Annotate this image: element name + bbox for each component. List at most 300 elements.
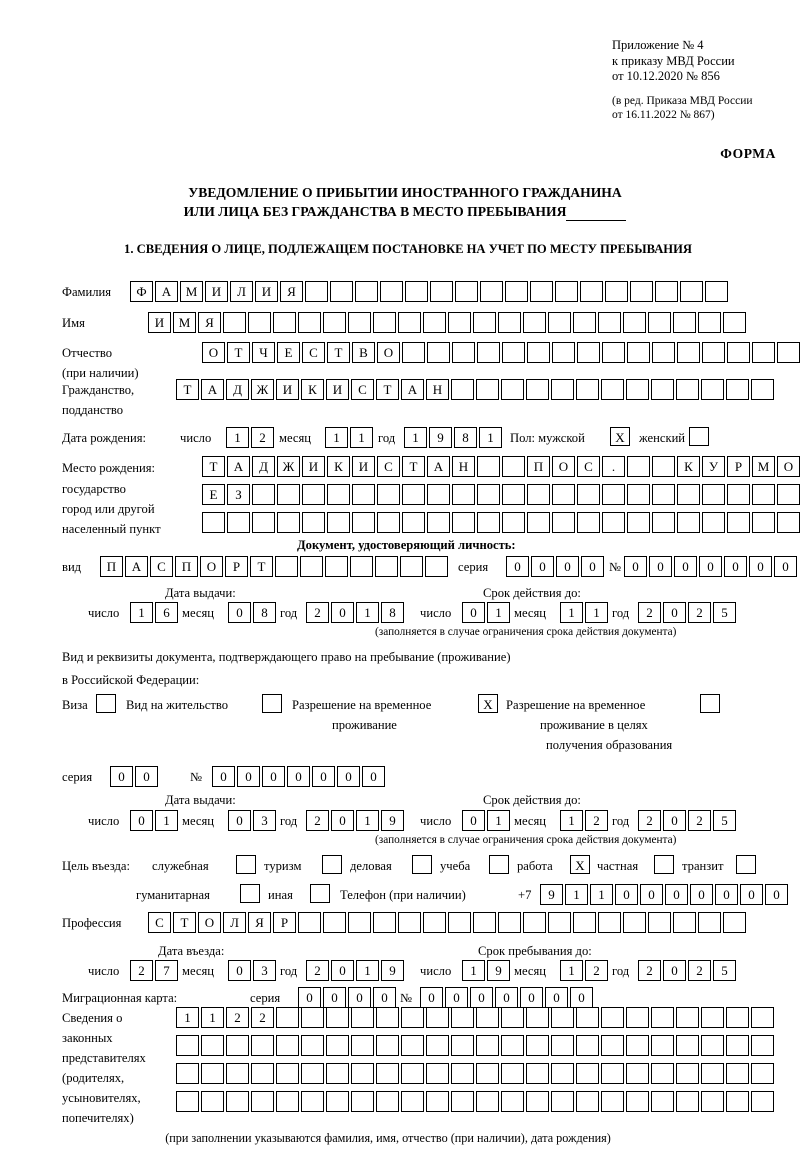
form-cell[interactable]: 0 [262,766,285,787]
form-cell[interactable] [626,379,649,400]
form-cell[interactable]: 0 [470,987,493,1008]
form-cell[interactable]: 0 [674,556,697,577]
purpose-option-0-checkbox[interactable] [236,855,258,874]
form-cell[interactable] [751,379,774,400]
representatives-row-3[interactable] [176,1063,776,1084]
identity-doc-valid-day-input[interactable] [462,602,512,623]
form-cell[interactable] [330,281,353,302]
form-cell[interactable] [555,281,578,302]
form-cell[interactable]: 2 [638,810,661,831]
form-cell[interactable] [176,1035,199,1056]
form-cell[interactable] [226,1063,249,1084]
form-cell[interactable] [598,912,621,933]
form-cell[interactable]: . [602,456,625,477]
form-cell[interactable]: С [148,912,171,933]
form-cell[interactable]: Ж [251,379,274,400]
form-cell[interactable] [576,1007,599,1028]
form-cell[interactable] [601,1063,624,1084]
identity-doc-series-input[interactable] [506,556,606,577]
form-cell[interactable] [376,1007,399,1028]
form-cell[interactable] [527,512,550,533]
form-cell[interactable] [427,342,450,363]
form-cell[interactable]: 2 [638,602,661,623]
form-cell[interactable]: 0 [312,766,335,787]
form-cell[interactable]: С [577,456,600,477]
form-cell[interactable] [350,556,373,577]
form-cell[interactable]: С [150,556,173,577]
form-cell[interactable] [680,281,703,302]
form-cell[interactable] [226,1035,249,1056]
form-cell[interactable]: 9 [429,427,452,448]
form-cell[interactable] [251,1091,274,1112]
form-cell[interactable] [698,312,721,333]
form-cell[interactable] [505,281,528,302]
form-cell[interactable] [201,1091,224,1112]
stay-doc-issue-month-input[interactable] [228,810,278,831]
form-cell[interactable] [376,1035,399,1056]
birth-place-row-1[interactable] [202,456,800,477]
form-cell[interactable]: И [148,312,171,333]
entry-year-input[interactable] [306,960,406,981]
form-cell[interactable] [426,1007,449,1028]
form-cell[interactable]: И [205,281,228,302]
identity-doc-issue-day-input[interactable] [130,602,180,623]
form-cell[interactable]: 1 [356,810,379,831]
form-cell[interactable] [476,1035,499,1056]
form-cell[interactable] [310,884,330,903]
form-cell[interactable] [498,312,521,333]
form-cell[interactable] [427,512,450,533]
form-cell[interactable] [526,1091,549,1112]
form-cell[interactable]: 0 [130,810,153,831]
form-cell[interactable] [262,694,282,713]
form-cell[interactable] [501,1063,524,1084]
form-cell[interactable]: О [202,342,225,363]
form-cell[interactable] [352,512,375,533]
form-cell[interactable]: 0 [495,987,518,1008]
form-cell[interactable] [530,281,553,302]
form-cell[interactable]: А [401,379,424,400]
form-cell[interactable] [736,855,756,874]
form-cell[interactable]: 0 [740,884,763,905]
form-cell[interactable] [427,484,450,505]
form-cell[interactable] [751,1063,774,1084]
representatives-row-4[interactable] [176,1091,776,1112]
form-cell[interactable]: Т [173,912,196,933]
form-cell[interactable] [777,512,800,533]
form-cell[interactable]: Т [250,556,273,577]
form-cell[interactable] [412,855,432,874]
form-cell[interactable] [276,1091,299,1112]
form-cell[interactable] [351,1063,374,1084]
form-cell[interactable]: Ч [252,342,275,363]
migration-card-number-input[interactable] [420,987,595,1008]
form-cell[interactable] [626,1091,649,1112]
form-cell[interactable]: 1 [350,427,373,448]
form-cell[interactable] [430,281,453,302]
form-cell[interactable] [401,1007,424,1028]
form-cell[interactable] [426,1063,449,1084]
form-cell[interactable]: 1 [325,427,348,448]
stay-doc-valid-month-input[interactable] [560,810,610,831]
form-cell[interactable]: 0 [462,602,485,623]
form-cell[interactable]: 0 [420,987,443,1008]
form-cell[interactable]: У [702,456,725,477]
phone-input[interactable] [540,884,790,905]
form-cell[interactable] [648,312,671,333]
form-cell[interactable] [573,312,596,333]
form-cell[interactable]: А [427,456,450,477]
form-cell[interactable]: 1 [176,1007,199,1028]
form-cell[interactable] [476,379,499,400]
form-cell[interactable] [552,484,575,505]
form-cell[interactable] [302,512,325,533]
form-cell[interactable]: Д [226,379,249,400]
form-cell[interactable]: 0 [765,884,788,905]
form-cell[interactable]: 3 [253,810,276,831]
name-input[interactable] [148,312,748,333]
identity-doc-type-input[interactable] [100,556,450,577]
form-cell[interactable] [489,855,509,874]
form-cell[interactable] [626,1063,649,1084]
birth-place-row-3[interactable] [202,512,800,533]
form-cell[interactable] [276,1035,299,1056]
form-cell[interactable]: М [752,456,775,477]
form-cell[interactable] [473,912,496,933]
form-cell[interactable] [226,1091,249,1112]
form-cell[interactable] [202,512,225,533]
form-cell[interactable]: С [302,342,325,363]
form-cell[interactable]: 0 [690,884,713,905]
form-cell[interactable] [651,1063,674,1084]
form-cell[interactable] [326,1007,349,1028]
form-cell[interactable] [301,1035,324,1056]
form-cell[interactable]: 0 [110,766,133,787]
form-cell[interactable] [322,855,342,874]
birth-day-input[interactable] [226,427,276,448]
form-cell[interactable]: Н [452,456,475,477]
form-cell[interactable] [751,1007,774,1028]
identity-doc-number-input[interactable] [624,556,799,577]
form-cell[interactable] [702,512,725,533]
form-cell[interactable]: 0 [520,987,543,1008]
form-cell[interactable] [401,1035,424,1056]
form-cell[interactable] [605,281,628,302]
form-cell[interactable] [627,342,650,363]
form-cell[interactable] [573,912,596,933]
form-cell[interactable]: 1 [201,1007,224,1028]
form-cell[interactable] [401,1063,424,1084]
form-cell[interactable]: 0 [212,766,235,787]
form-cell[interactable]: 9 [487,960,510,981]
stay-month-input[interactable] [560,960,610,981]
form-cell[interactable]: 0 [228,602,251,623]
form-cell[interactable] [701,379,724,400]
form-cell[interactable]: 0 [570,987,593,1008]
form-cell[interactable]: П [175,556,198,577]
form-cell[interactable]: Н [426,379,449,400]
form-cell[interactable] [201,1035,224,1056]
form-cell[interactable]: 0 [228,960,251,981]
form-cell[interactable] [451,379,474,400]
form-cell[interactable]: Х [478,694,498,713]
form-cell[interactable] [452,484,475,505]
form-cell[interactable] [602,512,625,533]
form-cell[interactable] [248,312,271,333]
form-cell[interactable] [677,484,700,505]
form-cell[interactable]: 5 [713,960,736,981]
birth-year-input[interactable] [404,427,504,448]
form-cell[interactable]: 1 [155,810,178,831]
form-cell[interactable]: М [173,312,196,333]
form-cell[interactable] [601,1035,624,1056]
form-cell[interactable] [626,1007,649,1028]
patronymic-input[interactable] [202,342,800,363]
form-cell[interactable] [298,312,321,333]
purpose-option-7-checkbox[interactable] [240,884,262,903]
form-cell[interactable]: 0 [724,556,747,577]
form-cell[interactable] [576,1063,599,1084]
form-cell[interactable] [723,912,746,933]
form-cell[interactable] [326,1091,349,1112]
form-cell[interactable]: 0 [663,810,686,831]
form-cell[interactable] [377,512,400,533]
form-cell[interactable] [451,1091,474,1112]
form-cell[interactable] [377,484,400,505]
form-cell[interactable] [236,855,256,874]
stay-doc-series-input[interactable] [110,766,160,787]
form-cell[interactable] [551,1091,574,1112]
form-cell[interactable]: А [155,281,178,302]
form-cell[interactable] [501,1035,524,1056]
form-cell[interactable] [502,456,525,477]
stay-doc-valid-year-input[interactable] [638,810,738,831]
form-cell[interactable] [452,512,475,533]
form-cell[interactable]: 0 [298,987,321,1008]
form-cell[interactable]: П [100,556,123,577]
form-cell[interactable] [677,512,700,533]
form-cell[interactable] [526,1007,549,1028]
form-cell[interactable] [376,1063,399,1084]
form-cell[interactable]: 0 [237,766,260,787]
form-cell[interactable] [580,281,603,302]
stay-year-input[interactable] [638,960,738,981]
form-cell[interactable]: К [301,379,324,400]
form-cell[interactable] [400,556,423,577]
form-cell[interactable]: 2 [585,960,608,981]
form-cell[interactable]: 0 [287,766,310,787]
birth-place-row-2[interactable] [202,484,800,505]
form-cell[interactable] [676,1063,699,1084]
form-cell[interactable]: Л [223,912,246,933]
surname-input[interactable] [130,281,730,302]
form-cell[interactable]: 2 [688,810,711,831]
form-cell[interactable] [551,1035,574,1056]
form-cell[interactable]: О [198,912,221,933]
form-cell[interactable] [476,1007,499,1028]
form-cell[interactable] [240,884,260,903]
identity-doc-issue-month-input[interactable] [228,602,278,623]
form-cell[interactable]: Т [227,342,250,363]
form-cell[interactable] [623,912,646,933]
form-cell[interactable]: Т [376,379,399,400]
form-cell[interactable] [677,342,700,363]
identity-doc-valid-year-input[interactable] [638,602,738,623]
form-cell[interactable] [701,1063,724,1084]
form-cell[interactable]: Т [202,456,225,477]
form-cell[interactable] [602,342,625,363]
form-cell[interactable]: К [677,456,700,477]
purpose-option-8-checkbox[interactable] [310,884,332,903]
form-cell[interactable] [451,1063,474,1084]
form-cell[interactable] [577,512,600,533]
form-cell[interactable] [527,342,550,363]
form-cell[interactable] [526,1063,549,1084]
form-cell[interactable]: 1 [487,602,510,623]
form-cell[interactable] [648,912,671,933]
form-cell[interactable] [480,281,503,302]
form-cell[interactable]: 0 [331,960,354,981]
visa-checkbox[interactable] [96,694,118,713]
residence-permit-checkbox[interactable] [262,694,284,713]
form-cell[interactable] [201,1063,224,1084]
form-cell[interactable] [652,484,675,505]
form-cell[interactable] [455,281,478,302]
form-cell[interactable] [351,1007,374,1028]
form-cell[interactable]: 0 [348,987,371,1008]
form-cell[interactable] [301,1091,324,1112]
form-cell[interactable]: 0 [699,556,722,577]
form-cell[interactable]: 0 [663,602,686,623]
form-cell[interactable] [523,312,546,333]
form-cell[interactable]: 0 [331,810,354,831]
form-cell[interactable] [426,1035,449,1056]
form-cell[interactable] [676,1035,699,1056]
form-cell[interactable] [673,912,696,933]
migration-card-series-input[interactable] [298,987,398,1008]
sex-female-checkbox[interactable] [689,427,711,446]
stay-doc-valid-day-input[interactable] [462,810,512,831]
form-cell[interactable] [423,912,446,933]
form-cell[interactable]: 0 [323,987,346,1008]
form-cell[interactable]: 0 [615,884,638,905]
form-cell[interactable] [398,312,421,333]
form-cell[interactable] [275,556,298,577]
form-cell[interactable] [351,1035,374,1056]
form-cell[interactable]: 0 [228,810,251,831]
form-cell[interactable]: А [201,379,224,400]
form-cell[interactable] [501,1007,524,1028]
form-cell[interactable] [477,484,500,505]
form-cell[interactable] [651,379,674,400]
form-cell[interactable] [227,512,250,533]
form-cell[interactable]: 0 [462,810,485,831]
form-cell[interactable]: 0 [135,766,158,787]
form-cell[interactable] [701,1091,724,1112]
form-cell[interactable] [598,312,621,333]
form-cell[interactable]: 1 [560,810,583,831]
form-cell[interactable] [651,1035,674,1056]
form-cell[interactable]: К [327,456,350,477]
form-cell[interactable] [652,456,675,477]
form-cell[interactable] [548,912,571,933]
form-cell[interactable] [273,312,296,333]
form-cell[interactable] [551,379,574,400]
form-cell[interactable] [702,342,725,363]
form-cell[interactable] [552,512,575,533]
edu-residence-checkbox[interactable] [700,694,722,713]
form-cell[interactable]: П [527,456,550,477]
form-cell[interactable] [448,312,471,333]
form-cell[interactable] [448,912,471,933]
form-cell[interactable] [700,694,720,713]
form-cell[interactable]: 9 [381,960,404,981]
form-cell[interactable]: З [227,484,250,505]
form-cell[interactable]: 1 [585,602,608,623]
form-cell[interactable] [277,512,300,533]
form-cell[interactable] [301,1063,324,1084]
form-cell[interactable]: 0 [556,556,579,577]
form-cell[interactable] [727,484,750,505]
form-cell[interactable]: Т [402,456,425,477]
form-cell[interactable]: 0 [774,556,797,577]
form-cell[interactable] [551,1063,574,1084]
form-cell[interactable]: 0 [373,987,396,1008]
form-cell[interactable]: Л [230,281,253,302]
form-cell[interactable]: 1 [565,884,588,905]
form-cell[interactable] [405,281,428,302]
form-cell[interactable]: И [352,456,375,477]
purpose-option-4-checkbox[interactable] [570,855,592,874]
form-cell[interactable]: 1 [356,960,379,981]
form-cell[interactable] [676,379,699,400]
form-cell[interactable]: М [180,281,203,302]
form-cell[interactable] [402,512,425,533]
temp-residence-checkbox[interactable] [478,694,500,713]
form-cell[interactable] [576,1091,599,1112]
form-cell[interactable] [701,1035,724,1056]
form-cell[interactable] [327,484,350,505]
form-cell[interactable]: А [125,556,148,577]
form-cell[interactable]: 9 [381,810,404,831]
form-cell[interactable] [373,312,396,333]
form-cell[interactable]: 0 [331,602,354,623]
form-cell[interactable]: Х [570,855,590,874]
form-cell[interactable] [351,1091,374,1112]
form-cell[interactable]: 8 [454,427,477,448]
form-cell[interactable]: Я [248,912,271,933]
form-cell[interactable] [777,342,800,363]
form-cell[interactable] [726,1091,749,1112]
form-cell[interactable]: И [255,281,278,302]
entry-month-input[interactable] [228,960,278,981]
form-cell[interactable] [676,1091,699,1112]
form-cell[interactable] [277,484,300,505]
purpose-option-2-checkbox[interactable] [412,855,434,874]
form-cell[interactable] [727,512,750,533]
form-cell[interactable] [498,912,521,933]
form-cell[interactable]: 2 [251,427,274,448]
form-cell[interactable]: 0 [545,987,568,1008]
form-cell[interactable] [651,1007,674,1028]
form-cell[interactable] [252,512,275,533]
form-cell[interactable] [327,512,350,533]
form-cell[interactable] [323,312,346,333]
form-cell[interactable]: Ж [277,456,300,477]
identity-doc-valid-month-input[interactable] [560,602,610,623]
purpose-option-5-checkbox[interactable] [654,855,676,874]
form-cell[interactable] [705,281,728,302]
